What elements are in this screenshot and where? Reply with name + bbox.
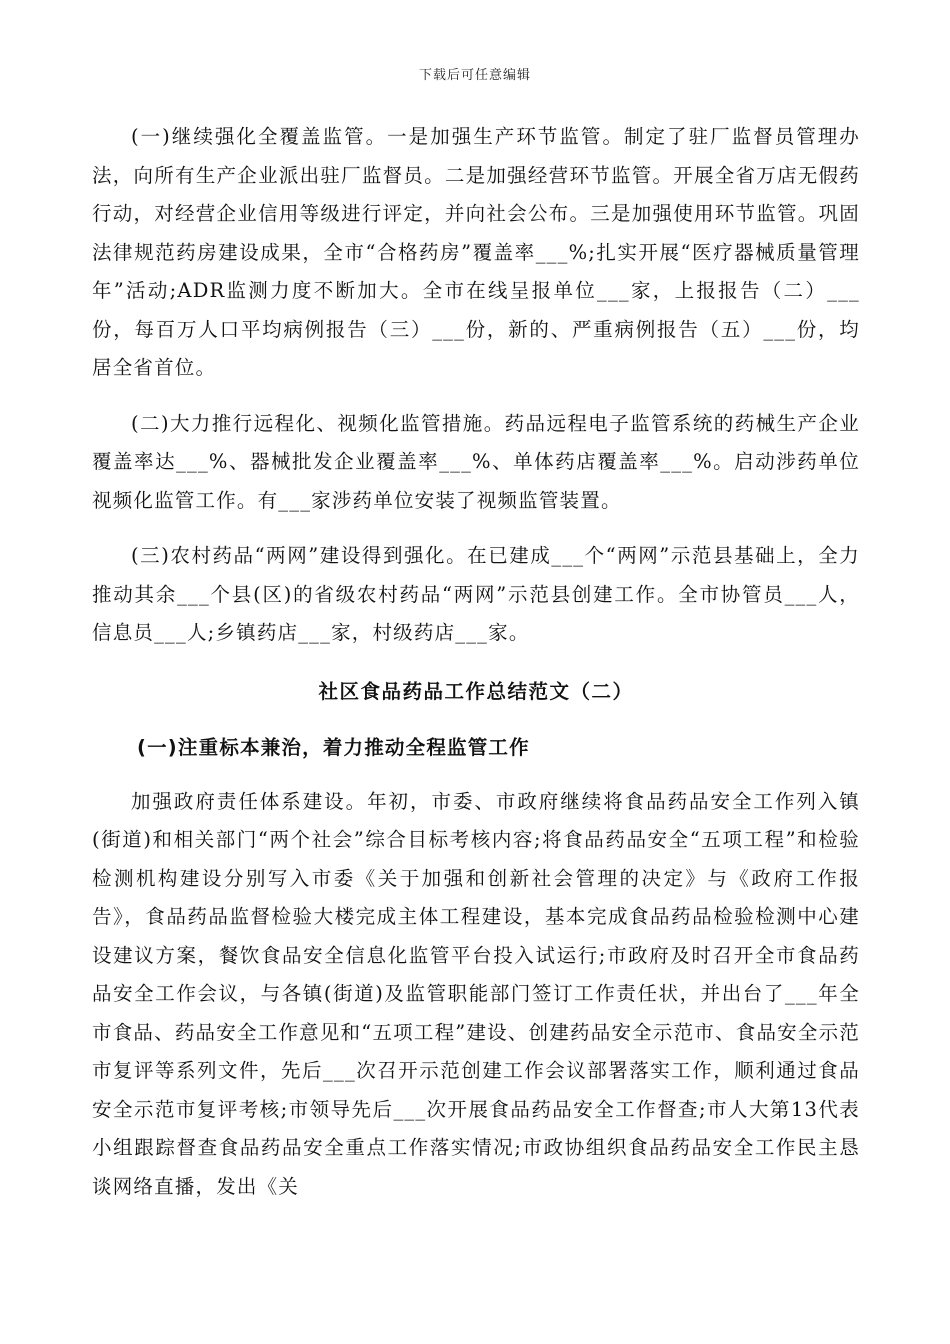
paragraph-rural-two-networks: (三)农村药品“两网”建设得到强化。在已建成___个“两网”示范县基础上，全力推动其余___个县(区)的省级农村药品“两网”示范县创建工作。全市协管员___人，信息员___人;乡镇药店___家，村级药店___家。 <box>92 544 860 644</box>
section-title: 社区食品药品工作总结范文（二） <box>318 679 634 703</box>
paragraph-government-responsibility: 加强政府责任体系建设。年初，市委、市政府继续将食品药品安全工作列入镇(街道)和相关部门“两个社会”综合目标考核内容;将食品药品安全“五项工程”和检验检测机构建设分别写入市委《关于加强和创新社会管理的决定》与《政府工作报告》，食品药品监督检验大楼完成主体工程建设，基本完成食品药品检验检测中心建设建议方案，餐饮食品安全信息化监管平台投入试运行;市政府及时召开全市食品药品安全工作会议，与各镇(街道)及监管职能部门签订工作责任状，并出台了___年全市食品、药品安全工作意见和“五项工程”建设、创建药品安全示范市、食品安全示范市复评等系列文件，先后___次召开示范创建工作会议部署落实工作，顺利通过食品安全示范市复评考核;市领导先后___次开展食品药品安全工作督查;市人大第13代表小组跟踪督查食品药品安全重点工作落实情况;市政协组织食品药品安全工作民主恳谈网络直播，发出《关 <box>92 789 860 1198</box>
section-subheading: (一)注重标本兼治，着力推动全程监管工作 <box>137 735 530 759</box>
document-body <box>92 118 860 1206</box>
page-header-note: 下载后可任意编辑 <box>418 68 531 83</box>
paragraph-full-coverage-supervision: (一)继续强化全覆盖监管。一是加强生产环节监管。制定了驻厂监督员管理办法，向所有生产企业派出驻厂监督员。二是加强经营环节监管。开展全省万店无假药行动，对经营企业信用等级进行评定，并向社会公布。三是加强使用环节监管。巩固法律规范药房建设成果，全市“合格药房”覆盖率___%;扎实开展“医疗器械质量管理年”活动;ADR监测力度不断加大。全市在线呈报单位___家，上报报告（二）___份，每百万人口平均病例报告（三）___份，新的、严重病例报告（五）___份，均居全省首位。 <box>92 125 860 379</box>
paragraph-remote-video-supervision: (二)大力推行远程化、视频化监管措施。药品远程电子监管系统的药械生产企业覆盖率达___%、器械批发企业覆盖率___%、单体药店覆盖率___%。启动涉药单位视频化监管工作。有___家涉药单位安装了视频监管装置。 <box>92 411 860 512</box>
